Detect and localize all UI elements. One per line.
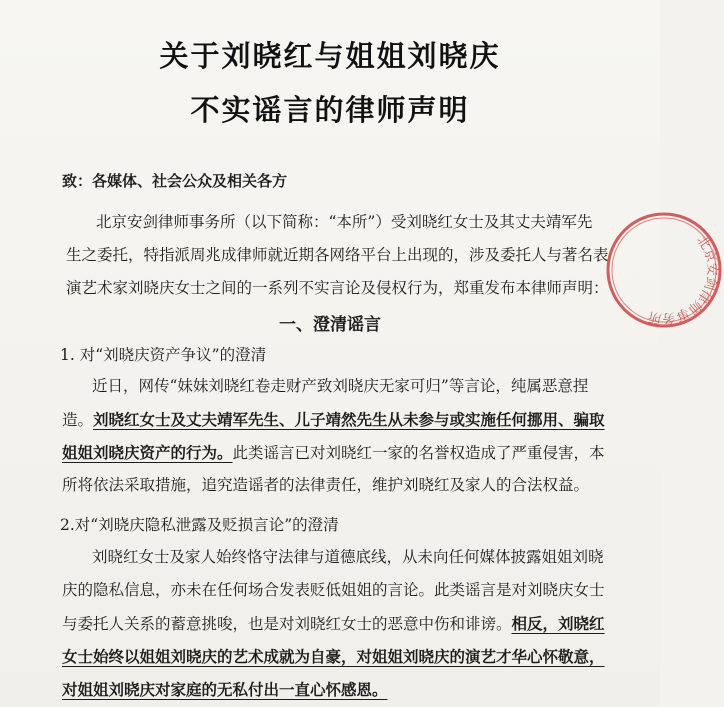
- intro-line-3: 演艺术家刘晓庆女士之间的一系列不实言论及侵权行为，郑重发布本律师声明：: [66, 279, 609, 297]
- sub1-line-3-emphasis: 姐姐刘晓庆资产的行为。: [62, 443, 233, 462]
- subsection-1-heading: 1. 对“刘晓庆资产争议”的澄清: [60, 346, 267, 364]
- sub1-line-4: 所将依法采取措施，追究造谣者的法律责任，维护刘晓红及家人的合法权益。: [62, 476, 590, 494]
- subsection-2-paragraph: [62, 541, 605, 706]
- sub2-line-3-plain: 与委托人关系的蓄意挑唆，也是对刘晓红女士的恶意中伤和诽谤。: [62, 615, 512, 633]
- intro-line-2: 生之委托，特指派周兆成律师就近期各网络平台上出现的，涉及委托人与著名表: [66, 246, 609, 264]
- sub1-line-3-plain: 此类谣言已对刘晓红一家的名誉权造成了严重侵害，本: [232, 444, 605, 462]
- sub2-line-5-emphasis: 对姐姐刘晓庆对家庭的无私付出一直心怀感恩。: [62, 680, 388, 699]
- subsection-2-heading: 2.对“刘晓庆隐私泄露及贬损言论”的澄清: [60, 516, 339, 534]
- sub1-line-2-plain: 造。: [62, 411, 94, 429]
- seal-text: 北京安剑律师事务所: [647, 233, 720, 326]
- document-title-line-2: 不实谣言的律师声明: [190, 93, 470, 127]
- svg-text:北京安剑律师事务所: [647, 233, 720, 325]
- document-title-line-1: 关于刘晓红与姐姐刘晓庆: [159, 39, 501, 73]
- law-firm-seal-icon: [604, 210, 724, 330]
- sub1-line-1: 近日，网传“妹妹刘晓红卷走财产致刘晓庆无家可归”等言论，纯属恶意捏: [92, 377, 589, 395]
- sub2-line-4: [62, 640, 605, 673]
- sub1-line-2: [62, 403, 605, 436]
- sub2-line-1: 刘晓红女士及家人始终恪守法律与道德底线，从未向任何媒体披露姐姐刘晓: [92, 548, 604, 566]
- section-heading: 一、澄清谣言: [279, 315, 381, 335]
- sub2-line-5: [62, 673, 605, 706]
- sub1-line-3: [62, 436, 605, 469]
- sub2-line-4-emphasis: 女士始终以姐姐刘晓庆的艺术成就为自豪，对姐姐刘晓庆的演艺才华心怀敬意，: [62, 647, 605, 666]
- sub2-line-2: 庆的隐私信息，亦未在任何场合发表贬低姐姐的言论。此类谣言是对刘晓庆女士: [62, 581, 605, 599]
- sub1-line-2-emphasis: 刘晓红女士及丈夫靖军先生、儿子靖然先生从未参与或实施任何挪用、骗取: [93, 410, 605, 429]
- sub2-line-3: [62, 607, 605, 640]
- intro-paragraph: [66, 206, 609, 305]
- sub2-line-3-emphasis: 相反，刘晓红: [511, 614, 605, 633]
- addressee-line: 致：各媒体、社会公众及相关各方: [62, 172, 288, 190]
- subsection-1-paragraph: [62, 370, 605, 502]
- intro-line-1: 北京安剑律师事务所（以下简称：“本所”）受刘晓红女士及其丈夫靖军先: [96, 213, 593, 231]
